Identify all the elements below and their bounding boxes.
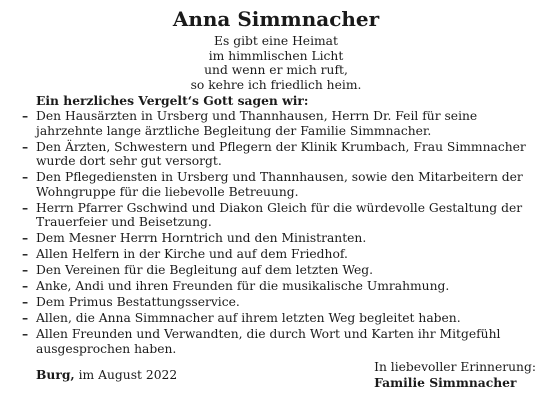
thanks-item-line: Herrn Pfarrer Gschwind und Diakon Gleich für die würdevolle Gestaltung der — [36, 200, 523, 215]
thanks-item-line: wurde dort sehr gut versorgt. — [36, 154, 222, 169]
family-signature: Familie Simmnacher — [374, 375, 517, 390]
thanks-item-line: Den Pflegediensten in Ursberg und Thannhausen, sowie den Mitarbeitern der — [36, 170, 523, 185]
memorial-poem — [14, 34, 538, 92]
dash-bullet-icon: – — [22, 310, 29, 326]
thanks-item-line: Allen Helfern in der Kirche und auf dem Friedhof. — [36, 247, 348, 262]
dash-bullet-icon: – — [22, 326, 29, 342]
thanks-item-line: Dem Primus Bestattungsservice. — [36, 295, 240, 310]
dash-bullet-icon: – — [22, 262, 29, 278]
dash-bullet-icon: – — [22, 138, 29, 154]
thanks-item-line: jahrzehnte lange ärztliche Begleitung der Familie Simmnacher. — [36, 123, 432, 138]
thanks-item — [14, 109, 538, 138]
thanks-item-line: Den Ärzten, Schwestern und Pflegern der Klinik Krumbach, Frau Simmnacher — [36, 139, 526, 154]
dash-bullet-icon: – — [22, 169, 29, 185]
thanks-item — [14, 327, 538, 356]
place-name: Burg, — [36, 367, 75, 382]
thanks-item — [14, 279, 538, 294]
poem-line: so kehre ich friedlich heim. — [190, 77, 362, 92]
thanks-item — [14, 247, 538, 262]
thanks-item-line: ausgesprochen haben. — [36, 341, 177, 356]
thanks-item — [14, 201, 538, 230]
dash-bullet-icon: – — [22, 294, 29, 310]
closing-line: In liebevoller Erinnerung: — [374, 360, 536, 374]
thanks-item — [14, 295, 538, 310]
thanks-item-line: Allen Freunden und Verwandten, die durch Wort und Karten ihr Mitgefühl — [36, 327, 501, 342]
dash-bullet-icon: – — [22, 107, 29, 123]
poem-line: im himmlischen Licht — [208, 48, 344, 63]
poem-line: und wenn er mich ruft, — [204, 63, 348, 78]
thanks-item-line: Dem Mesner Herrn Horntrich und den Ministranten. — [36, 231, 367, 246]
thanks-item-line: Den Vereinen für die Begleitung auf dem letzten Weg. — [36, 263, 374, 278]
thanks-list — [14, 109, 538, 356]
deceased-name-title: Anna Simmnacher — [172, 7, 380, 31]
dash-bullet-icon: – — [22, 199, 29, 215]
thanks-item — [14, 140, 538, 169]
thanks-item — [14, 170, 538, 199]
dash-bullet-icon: – — [22, 246, 29, 262]
poem-line: Es gibt eine Heimat — [214, 34, 338, 48]
dash-bullet-icon: – — [22, 230, 29, 246]
thanks-item-line: Trauerfeier und Beisetzung. — [36, 215, 212, 230]
date-text: im August 2022 — [74, 368, 178, 382]
thanks-item — [14, 311, 538, 326]
signature-block — [374, 359, 536, 391]
thanks-item-line: Den Hausärzten in Ursberg und Thannhausen, Herrn Dr. Feil für seine — [36, 108, 478, 123]
thanks-item-line: Allen, die Anna Simmnacher auf ihrem letzten Weg begleitet haben. — [36, 311, 461, 326]
dash-bullet-icon: – — [22, 278, 29, 294]
thanks-item-line: Anke, Andi und ihren Freunden für die musikalische Umrahmung. — [36, 279, 450, 294]
notice-footer — [36, 359, 536, 403]
thanks-intro: Ein herzliches Vergelt‘s Gott sagen wir: — [36, 93, 309, 109]
thanks-item — [14, 231, 538, 246]
thanks-item-line: Wohngruppe für die liebevolle Betreuung. — [36, 184, 299, 199]
place-date — [36, 367, 177, 383]
thanks-item — [14, 263, 538, 278]
